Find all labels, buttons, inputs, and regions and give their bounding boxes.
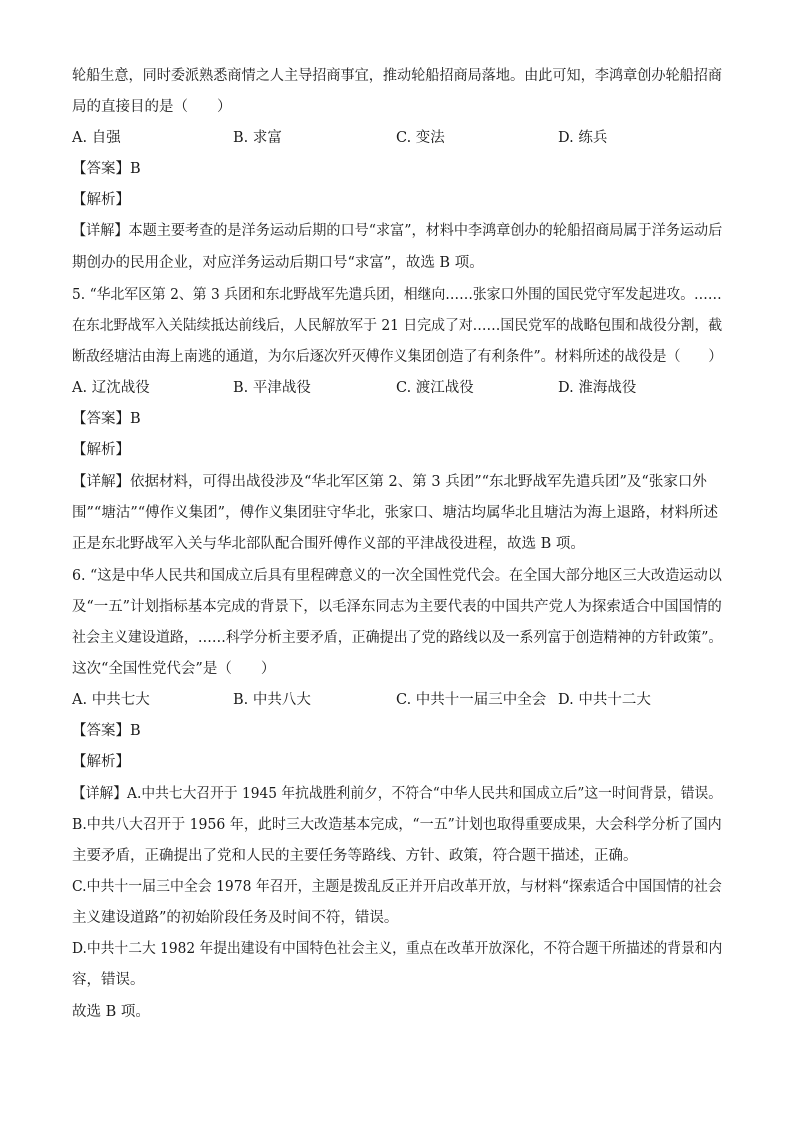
q4-option-d: D. 练兵 <box>558 130 608 146</box>
q6-option-b: B. 中共八大 <box>233 692 311 708</box>
q6-stem-line-4: 这次“全国性党代会”是（ ） <box>72 661 276 677</box>
q4-option-a: A. 自强 <box>72 130 121 146</box>
q6-stem-line-1: 6. “这是中华人民共和国成立后具有里程碑意义的一次全国性党代会。在全国大部分地区三大改造运动以 <box>72 568 722 584</box>
q5-option-c: C. 渡江战役 <box>396 380 474 396</box>
q4-analysis-title: 【解析】 <box>72 192 130 208</box>
q6-detail-line-4: C.中共十一届三中全会 1978 年召开，主题是拨乱反正并开启改革开放，与材料“探索适合中国国情的社会 <box>72 879 722 895</box>
q5-detail-line-2: 围”“塘沽”“傅作义集团”，傅作义集团驻守华北，张家口、塘沽均属华北且塘沽为海上退路，材料所述 <box>72 505 719 521</box>
q6-stem-line-3: 社会主义建设道路，……科学分析主要矛盾，正确提出了党的路线以及一系列富于创造精神的方针政策”。 <box>72 630 723 646</box>
q5-stem-line-3: 断敌经塘沽由海上南逃的通道，为尔后逐次歼灭傅作义集团创造了有利条件”。材料所述的战役是（ ） <box>72 349 723 365</box>
q4-option-b: B. 求富 <box>233 130 282 146</box>
q5-answer: 【答案】B <box>72 411 141 427</box>
q6-analysis-title: 【解析】 <box>72 754 130 770</box>
q5-option-d: D. 淮海战役 <box>558 380 637 396</box>
q6-detail-line-1: 【详解】A.中共七大召开于 1945 年抗战胜利前夕，不符合“中华人民共和国成立后”这一时间背景，错误。 <box>72 786 723 802</box>
q6-options <box>72 690 722 710</box>
q4-options <box>72 128 722 148</box>
q6-stem-line-2: 及“一五”计划指标基本完成的背景下，以毛泽东同志为主要代表的中国共产党人为探索适合中国国情的 <box>72 599 722 615</box>
q6-option-d: D. 中共十二大 <box>558 692 651 708</box>
q4-detail-line-1: 【详解】本题主要考查的是洋务运动后期的口号“求富”，材料中李鸿章创办的轮船招商局属于洋务运动后 <box>72 223 723 239</box>
q5-detail-line-1: 【详解】依据材料，可得出战役涉及“华北军区第 2、第 3 兵团”“东北野战军先遣兵团”及“张家口外 <box>72 474 707 490</box>
q5-stem-line-2: 在东北野战军入关陆续抵达前线后，人民解放军于 21 日完成了对……国民党军的战略包围和战役分割，截 <box>72 318 723 334</box>
q6-detail-line-5: 主义建设道路”的初始阶段任务及时间不符，错误。 <box>72 910 399 926</box>
q6-answer: 【答案】B <box>72 723 141 739</box>
q6-detail-line-6: D.中共十二大 1982 年提出建设有中国特色社会主义，重点在改革开放深化，不符合题干所描述的背景和内 <box>72 941 723 957</box>
q4-stem-line-1: 轮船生意，同时委派熟悉商情之人主导招商事宜，推动轮船招商局落地。由此可知，李鸿章创办轮船招商 <box>72 68 722 84</box>
q4-answer: 【答案】B <box>72 161 141 177</box>
q5-options <box>72 378 722 398</box>
q5-option-b: B. 平津战役 <box>233 380 311 396</box>
q4-stem-line-2: 局的直接目的是（ ） <box>72 99 232 115</box>
q4-detail-line-2: 期创办的民用企业，对应洋务运动后期口号“求富”，故选 B 项。 <box>72 255 484 271</box>
q6-detail-line-3: 主要矛盾，正确提出了党和人民的主要任务等路线、方针、政策，符合题干描述，正确。 <box>72 848 638 864</box>
q5-stem-line-1: 5. “华北军区第 2、第 3 兵团和东北野战军先遣兵团，相继向……张家口外围的国民党守军发起进攻。…… <box>72 287 722 303</box>
q6-option-a: A. 中共七大 <box>72 692 150 708</box>
q5-analysis-title: 【解析】 <box>72 442 130 458</box>
q6-detail-line-7: 容，错误。 <box>72 972 145 988</box>
q6-conclusion: 故选 B 项。 <box>72 1004 150 1020</box>
q6-option-c: C. 中共十一届三中全会 <box>396 692 547 708</box>
q5-option-a: A. 辽沈战役 <box>72 380 150 396</box>
q6-detail-line-2: B.中共八大召开于 1956 年，此时三大改造基本完成，“一五”计划也取得重要成果，大会科学分析了国内 <box>72 817 722 833</box>
q5-detail-line-3: 正是东北野战军入关与华北部队配合围歼傅作义部的平津战役进程，故选 B 项。 <box>72 536 585 552</box>
q4-option-c: C. 变法 <box>396 130 445 146</box>
